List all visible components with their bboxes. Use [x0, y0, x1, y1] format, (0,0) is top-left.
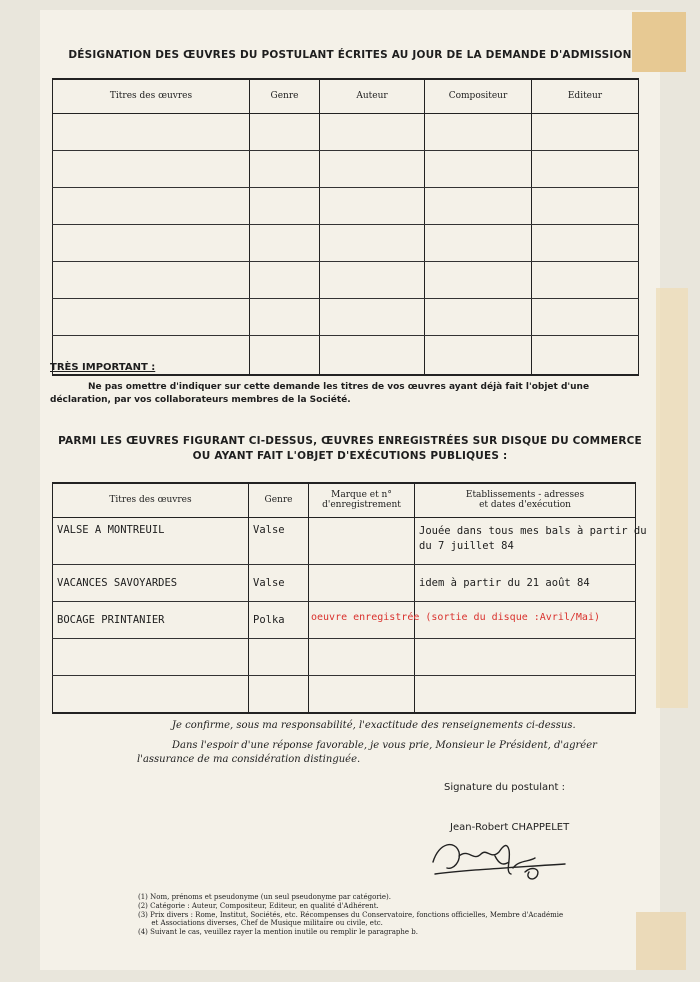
hope-line-1: Dans l'espoir d'une réponse favorable, je vous prie, Monsieur le Président, d'agréer: [172, 740, 597, 751]
row-genre: Valse: [249, 564, 309, 601]
footnote-2: (2) Catégorie : Auteur, Compositeur, Editeur, en qualité d'Adhérent.: [138, 902, 379, 910]
row-marque: [309, 517, 415, 564]
tape-right-side: [656, 288, 688, 708]
row-genre: Polka: [249, 601, 309, 638]
table-row: [53, 224, 639, 261]
header2-genre: Genre: [249, 483, 309, 517]
header-titles: Titres des œuvres: [53, 79, 250, 113]
header2-etablissements: Etablissements - adresses et dates d'exécution: [415, 483, 636, 517]
header-compositeur: Compositeur: [425, 79, 532, 113]
table-row: [53, 638, 636, 675]
table-row: [53, 113, 639, 150]
tape-top-right: [632, 12, 686, 72]
footnote-3b: et Associations diverses, Chef de Musique militaire ou civile, etc.: [138, 919, 383, 927]
header2-titles: Titres des œuvres: [53, 483, 249, 517]
table-row: [53, 261, 639, 298]
row-title: VACANCES SAVOYARDES: [53, 564, 249, 601]
recorded-works-table: [52, 482, 647, 714]
header2-marque: Marque et n° d'enregistrement: [309, 483, 415, 517]
handwritten-signature: [425, 832, 575, 894]
signature-label: Signature du postulant :: [444, 782, 565, 793]
confirm-line: Je confirme, sous ma responsabilité, l'exactitude des renseignements ci-dessus.: [172, 720, 576, 731]
row-title: BOCAGE PRINTANIER: [53, 601, 249, 638]
footnote-1: (1) Nom, prénoms et pseudonyme (un seul pseudonyme par catégorie).: [138, 893, 392, 901]
hope-line-2: l'assurance de ma considération distinguée.: [137, 754, 361, 765]
table-row: [53, 601, 636, 638]
header-editeur: Editeur: [532, 79, 639, 113]
second-heading-1: PARMI LES ŒUVRES FIGURANT CI-DESSUS, ŒUVRES ENREGISTRÉES SUR DISQUE DU COMMERCE: [58, 435, 642, 447]
row-etab: Jouée dans tous mes bals à partir du du 7 juillet 84: [415, 517, 636, 564]
signatory-name: Jean-Robert CHAPPELET: [450, 822, 570, 833]
row-marque: [309, 564, 415, 601]
header-genre: Genre: [250, 79, 320, 113]
footnote-4: (4) Suivant le cas, veuillez rayer la mention inutile ou remplir le paragraphe b.: [138, 928, 418, 936]
row-etab: idem à partir du 21 août 84: [415, 564, 636, 601]
table-row: [53, 298, 639, 335]
second-heading-2: OU AYANT FAIT L'OBJET D'EXÉCUTIONS PUBLIQUES :: [192, 450, 508, 462]
top-heading: DÉSIGNATION DES ŒUVRES DU POSTULANT ÉCRITES AU JOUR DE LA DEMANDE D'ADMISSION: [68, 49, 632, 61]
table-row: [53, 564, 636, 601]
tape-bottom-right: [636, 912, 686, 970]
table-row: [53, 150, 639, 187]
row-title: VALSE A MONTREUIL: [53, 517, 249, 564]
red-note: oeuvre enregistrée (sortie du disque :Avril/Mai): [311, 611, 600, 623]
footnote-3: (3) Prix divers : Rome, Institut, Sociétés, etc. Récompenses du Conservatoire, fonctions officielles, Membre d'Académie: [138, 911, 564, 919]
important-text-2: déclaration, par vos collaborateurs membres de la Société.: [50, 395, 351, 405]
important-text-1: Ne pas omettre d'indiquer sur cette demande les titres de vos œuvres ayant déjà fait l'objet d'une: [88, 382, 590, 392]
table-row: [53, 517, 636, 564]
works-table: [52, 78, 639, 376]
table-row: [53, 675, 636, 713]
header-auteur: Auteur: [320, 79, 425, 113]
important-label: TRÈS IMPORTANT :: [50, 362, 156, 373]
row-genre: Valse: [249, 517, 309, 564]
row-marque: [309, 601, 600, 638]
table-row: [53, 187, 639, 224]
